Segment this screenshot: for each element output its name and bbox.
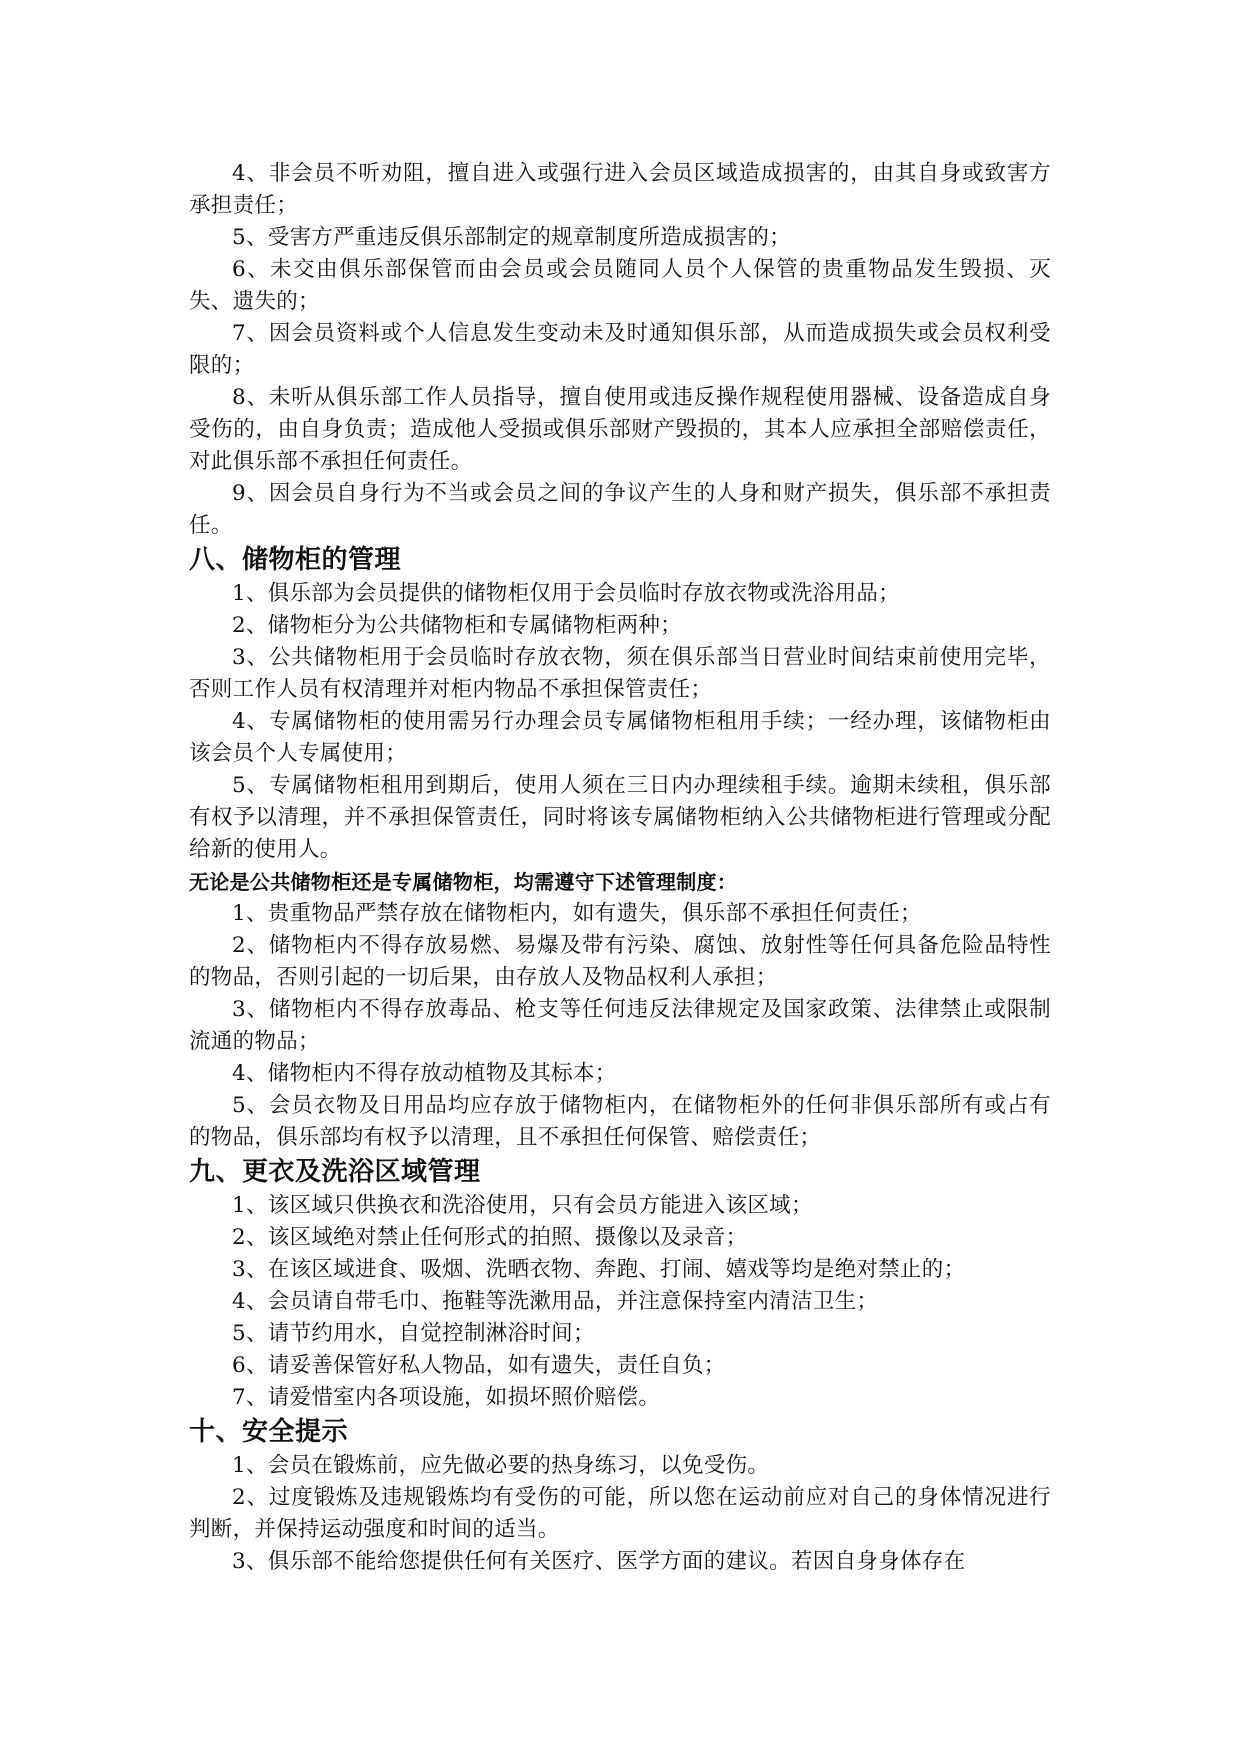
- section-locker-management: [189, 542, 1051, 1154]
- list-item: 3、在该区域进食、吸烟、洗晒衣物、奔跑、打闹、嬉戏等均是绝对禁止的；: [232, 1257, 966, 1282]
- list-item: 2、储物柜分为公共储物柜和专属储物柜两种；: [232, 613, 682, 638]
- list-item: 3、储物柜内不得存放毒品、枪支等任何违反法律规定及国家政策、法律禁止或限制流通的物品；: [189, 997, 1051, 1054]
- section-liability: [189, 158, 1051, 542]
- section-subheading: 无论是公共储物柜还是专属储物柜，均需遵守下述管理制度：: [189, 870, 738, 894]
- section-changing-bathing-area: [189, 1154, 1051, 1414]
- list-item: 4、储物柜内不得存放动植物及其标本；: [232, 1061, 617, 1086]
- list-item: 3、公共储物柜用于会员临时存放衣物，须在俱乐部当日营业时间结束前使用完毕，否则工作人员有权清理并对柜内物品不承担保管责任；: [189, 645, 1051, 702]
- list-item: 5、会员衣物及日用品均应存放于储物柜内，在储物柜外的任何非俱乐部所有或占有的物品，俱乐部均有权予以清理，且不承担任何保管、赔偿责任；: [189, 1093, 1051, 1150]
- list-item: 3、俱乐部不能给您提供任何有关医疗、医学方面的建议。若因自身身体存在: [232, 1549, 966, 1574]
- list-item: 1、会员在锻炼前，应先做必要的热身练习，以免受伤。: [232, 1453, 770, 1478]
- section-heading: 八、储物柜的管理: [189, 545, 402, 575]
- section-safety-tips: [189, 1414, 1051, 1578]
- section-heading: 十、安全提示: [189, 1417, 349, 1447]
- list-item: 6、请妥善保管好私人物品，如有遗失，责任自负；: [232, 1353, 726, 1378]
- list-item: 9、因会员自身行为不当或会员之间的争议产生的人身和财产损失，俱乐部不承担责任。: [189, 481, 1051, 538]
- list-item: 1、俱乐部为会员提供的储物柜仅用于会员临时存放衣物或洗浴用品；: [232, 581, 900, 606]
- list-item: 7、请爱惜室内各项设施，如损坏照价赔偿。: [232, 1385, 661, 1410]
- list-item: 4、专属储物柜的使用需另行办理会员专属储物柜租用手续；一经办理，该储物柜由该会员个人专属使用；: [189, 709, 1051, 766]
- list-item: 5、请节约用水，自觉控制淋浴时间；: [232, 1321, 595, 1346]
- document-page: [189, 158, 1051, 1578]
- list-item: 4、会员请自带毛巾、拖鞋等洗漱用品，并注意保持室内清洁卫生；: [232, 1289, 879, 1314]
- section-heading: 九、更衣及洗浴区域管理: [189, 1157, 481, 1187]
- list-item: 2、过度锻炼及违规锻炼均有受伤的可能，所以您在运动前应对自己的身体情况进行判断，并保持运动强度和时间的适当。: [189, 1485, 1051, 1542]
- list-item: 2、储物柜内不得存放易燃、易爆及带有污染、腐蚀、放射性等任何具备危险品特性的物品，否则引起的一切后果，由存放人及物品权利人承担；: [189, 933, 1051, 990]
- list-item: 5、专属储物柜租用到期后，使用人须在三日内办理续租手续。逾期未续租，俱乐部有权予以清理，并不承担保管责任，同时将该专属储物柜纳入公共储物柜进行管理或分配给新的使用人。: [189, 773, 1051, 862]
- list-item: 8、未听从俱乐部工作人员指导，擅自使用或违反操作规程使用器械、设备造成自身受伤的，由自身负责；造成他人受损或俱乐部财产毁损的，其本人应承担全部赔偿责任，对此俱乐部不承担任何责任。: [189, 385, 1051, 474]
- list-item: 5、受害方严重违反俱乐部制定的规章制度所造成损害的；: [232, 225, 791, 250]
- list-item: 1、贵重物品严禁存放在储物柜内，如有遗失，俱乐部不承担任何责任；: [232, 901, 922, 926]
- list-item: 1、该区域只供换衣和洗浴使用，只有会员方能进入该区域；: [232, 1193, 813, 1218]
- list-item: 2、该区域绝对禁止任何形式的拍照、摄像以及录音；: [232, 1225, 748, 1250]
- list-item: 4、非会员不听劝阻，擅自进入或强行进入会员区域造成损害的，由其自身或致害方承担责任；: [189, 161, 1051, 218]
- list-item: 7、因会员资料或个人信息发生变动未及时通知俱乐部，从而造成损失或会员权利受限的；: [189, 321, 1051, 378]
- list-item: 6、未交由俱乐部保管而由会员或会员随同人员个人保管的贵重物品发生毁损、灭失、遗失的；: [189, 257, 1051, 314]
